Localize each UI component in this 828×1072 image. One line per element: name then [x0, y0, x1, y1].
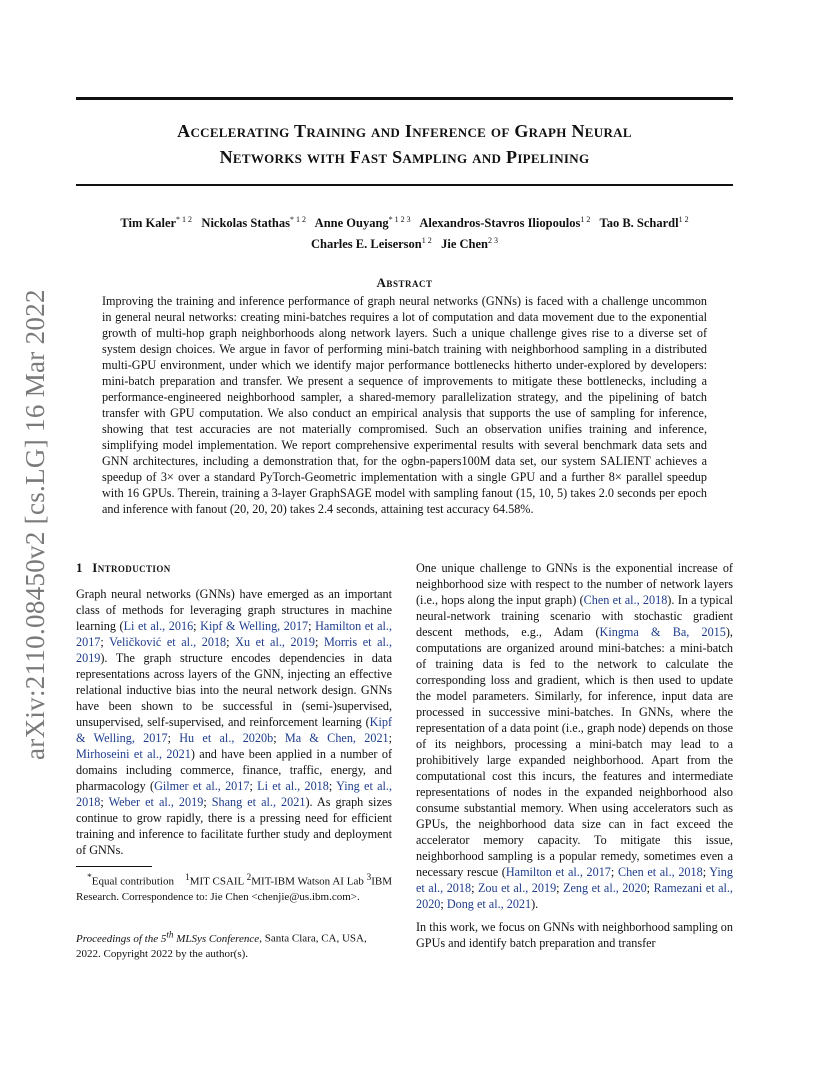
paragraph-text: ;	[646, 881, 654, 895]
author-list	[76, 211, 733, 253]
paragraph-text: ;	[610, 865, 618, 879]
author-affiliation: 2 3	[488, 236, 498, 246]
paragraph-text: ;	[702, 865, 710, 879]
citation-link[interactable]: Zeng et al., 2020	[563, 881, 647, 895]
author-affiliation: * 1 2	[176, 215, 193, 224]
footnote-aff1: MIT CSAIL	[189, 875, 244, 888]
citation-link[interactable]: Morris et al., 2019	[76, 635, 393, 665]
author-name: Tim Kaler	[120, 216, 177, 231]
citation-link[interactable]: Kingma & Ba, 2015	[599, 625, 726, 639]
author-affiliation: 1 2	[580, 215, 591, 224]
section-heading	[76, 560, 171, 576]
paragraph-text: ). In a typical neural-network training scenario with stochastic gradient descent methods, e.g., Adam (	[416, 593, 733, 639]
abstract-heading: Abstract	[376, 275, 433, 290]
paragraph-text: ).	[531, 897, 539, 911]
footnote-aff2: MIT-IBM Watson AI Lab	[251, 875, 364, 888]
paragraph-text: ;	[100, 795, 109, 809]
author-line-1	[76, 211, 733, 232]
author-name: Charles E. Leiserson	[310, 237, 422, 252]
author-name: Tao B. Schardl	[599, 216, 679, 231]
citation-link[interactable]: Ying et al., 2018	[76, 779, 393, 809]
arxiv-stamp: arXiv:2110.08450v2 [cs.LG] 16 Mar 2022	[20, 289, 50, 760]
author-affiliation: * 1 2	[289, 215, 306, 224]
citation-link[interactable]: Chen et al., 2018	[583, 593, 668, 607]
citation-link[interactable]: Kipf & Welling, 2017	[200, 619, 309, 633]
citation-link[interactable]: Li et al., 2016	[123, 619, 194, 633]
author-affiliation: 1 2	[678, 215, 689, 224]
paragraph-text: ;	[308, 619, 316, 633]
author-affiliation: 1 2	[421, 236, 432, 246]
author-affiliation: * 1 2 3	[388, 215, 411, 224]
paper-title	[76, 118, 733, 170]
citation-link[interactable]: Hamilton et al., 2017	[505, 865, 611, 879]
proceedings-note	[76, 927, 392, 962]
citation-link[interactable]: Mirhoseini et al., 2021	[76, 747, 191, 761]
paragraph-text: ). The graph structure encodes dependencies in data representations across layers of the GNN, injecting an effective relational inductive bias into the neural network design. GNNs have been shown to be successful in (semi-)supervised, unsupervised, self-supervised, and reinforcement learning (	[76, 651, 392, 729]
paragraph-text: ;	[100, 635, 110, 649]
paragraph-text: ). As graph sizes continue to grow rapidly, there is a pressing need for efficient training and inference to facilitate further study and deployment of GNNs.	[76, 795, 393, 857]
citation-link[interactable]: Hu et al., 2020b	[179, 731, 274, 745]
citation-link[interactable]: Hamilton et al., 2017	[76, 619, 392, 649]
proceedings-venue: MLSys Conference	[173, 932, 260, 945]
author-name: Alexandros-Stavros Iliopoulos	[419, 216, 581, 231]
citation-link[interactable]: Ying et al., 2018	[416, 865, 733, 895]
citation-link[interactable]: Weber et al., 2019	[108, 795, 204, 809]
footnote-equal: Equal contribution	[91, 875, 174, 888]
author-name: Nickolas Stathas	[201, 216, 290, 231]
citation-link[interactable]: Veličković et al., 2018	[109, 635, 227, 649]
abstract-text: Improving the training and inference performance of graph neural networks (GNNs) is faced with a challenge uncommon in general neural networks: creating mini-batches requires a lot of computation and data movement due to the exponential growth of multi-hop graph neighborhoods along network layers. Such a unique challenge gives rise to a diverse set of system design choices. We argue in favor of performing mini-batch training with neighborhood sampling in a distributed multi-GPU environment, under which we identify major performance bottlenecks hitherto under-explored by developers: mini-batch preparation and transfer. We present a sequence of improvements to mitigate these bottlenecks, including a performance-engineered neighborhood sampler, a shared-memory parallelization strategy, and the pipelining of batch transfer with GPU computation. We also conduct an empirical analysis that supports the use of sampling for inference, showing that test accuracies are not materially compromised. Such an observation unifies training and inference, simplifying model implementation. We report comprehensive experimental results with several benchmark data sets and GNN architectures, including a demonstration that, for the ogbn-papers100M data set, our system SALIENT achieves a speedup of 3× over a standard PyTorch-Geometric implementation with a single GPU and a further 8× parallel speedup with 16 GPUs. Therein, training a 3-layer GraphSAGE model with sampling fanout (15, 10, 5) takes 2.0 seconds per epoch and inference with fanout (20, 20, 20) takes 2.4 seconds, attaining test accuracy 64.58%.	[102, 294, 707, 516]
author-name: Anne Ouyang	[314, 216, 389, 231]
intro-right-paragraph-1	[416, 560, 733, 912]
citation-link[interactable]: Li et al., 2018	[257, 779, 329, 793]
paragraph-text: ;	[203, 795, 212, 809]
title-bottom-rule	[76, 184, 733, 186]
citation-link[interactable]: Kipf & Welling, 2017	[76, 715, 392, 745]
paragraph-text: ;	[440, 897, 447, 911]
footnote-aff3: IBM Research. Correspondence to: Jie Chen <chenjie@us.ibm.com>.	[76, 875, 393, 903]
title-line-2: Networks with Fast Sampling and Pipelining	[219, 147, 590, 167]
proceedings-prefix: Proceedings of the 5	[76, 932, 167, 945]
paragraph-text: ;	[314, 635, 324, 649]
title-line-1: Accelerating Training and Inference of Graph Neural	[177, 121, 632, 141]
citation-link[interactable]: Zou et al., 2019	[477, 881, 557, 895]
citation-link[interactable]: Dong et al., 2021	[446, 897, 532, 911]
proceedings-rest: , Santa Clara, CA, USA, 2022. Copyright 2022 by the author(s).	[76, 932, 367, 960]
intro-right-column	[416, 560, 733, 951]
citation-link[interactable]: Ma & Chen, 2021	[284, 731, 389, 745]
intro-right-paragraph-2: In this work, we focus on GNNs with neighborhood sampling on GPUs and identify batch preparation and transfer	[416, 920, 733, 950]
citation-link[interactable]: Shang et al., 2021	[211, 795, 306, 809]
citation-link[interactable]: Chen et al., 2018	[617, 865, 703, 879]
paragraph-text: ;	[328, 779, 337, 793]
paragraph-text: Graph neural networks (GNNs) have emerged as an important class of methods for leveraging graph structures in machine learning (	[76, 587, 392, 633]
section-number: 1	[76, 560, 83, 575]
citation-link[interactable]: Gilmer et al., 2017	[154, 779, 250, 793]
author-line-2	[76, 232, 733, 253]
section-title: Introduction	[92, 560, 171, 575]
paragraph-text: ;	[388, 731, 393, 745]
paragraph-text: ;	[471, 881, 478, 895]
author-name: Jie Chen	[441, 237, 488, 252]
paragraph-text: ;	[556, 881, 564, 895]
proceedings-sup: th	[166, 929, 174, 939]
paragraph-text: ) and have been applied in a number of domains including commerce, finance, traffic, energy, and pharmacology (	[76, 747, 392, 793]
citation-link[interactable]: Xu et al., 2019	[235, 635, 315, 649]
footnote: *Equal contribution $^1$MIT CSAIL $^2$MIT-IBM Watson AI Lab $^3$IBM Research. Correspondence to: Jie Chen <chenjie@us.ibm.com>.	[76, 872, 393, 903]
title-top-rule	[76, 97, 733, 100]
footnote-rule	[76, 866, 152, 867]
paragraph-text: ;	[273, 731, 285, 745]
citation-link[interactable]: Ramezani et al., 2020	[416, 881, 733, 911]
paragraph-text: ;	[193, 619, 201, 633]
paragraph-text: ), computations are organized around mini-batches: a mini-batch of training data is fed to the network to calculate the corresponding loss and gradient, which is then used to update the model parameters. Similarly, for inference, input data are processed in successive mini-batches. In GNNs, where the representation of a data point (i.e., graph node) depends on those of its neighbors, processing a mini-batch may lead to a prohibitively large expanded neighborhood. Apart from the computational cost this incurs, the features and intermediate representations of nodes in the expanded neighborhood also consume substantial memory. When using accelerators such as GPUs, the neighborhood data size can in fact exceed the accelerator memory capacity. To mitigate this issue, neighborhood sampling is a popular remedy, sometimes even a necessary rescue (	[416, 625, 733, 879]
paragraph-text: ;	[226, 635, 236, 649]
paragraph-text: One unique challenge to GNNs is the exponential increase of neighborhood size with respect to the number of network layers (i.e., hops along the input graph) (	[416, 561, 733, 607]
intro-left-paragraph	[76, 586, 392, 858]
paragraph-text: ;	[249, 779, 258, 793]
paragraph-text: ;	[167, 731, 180, 745]
